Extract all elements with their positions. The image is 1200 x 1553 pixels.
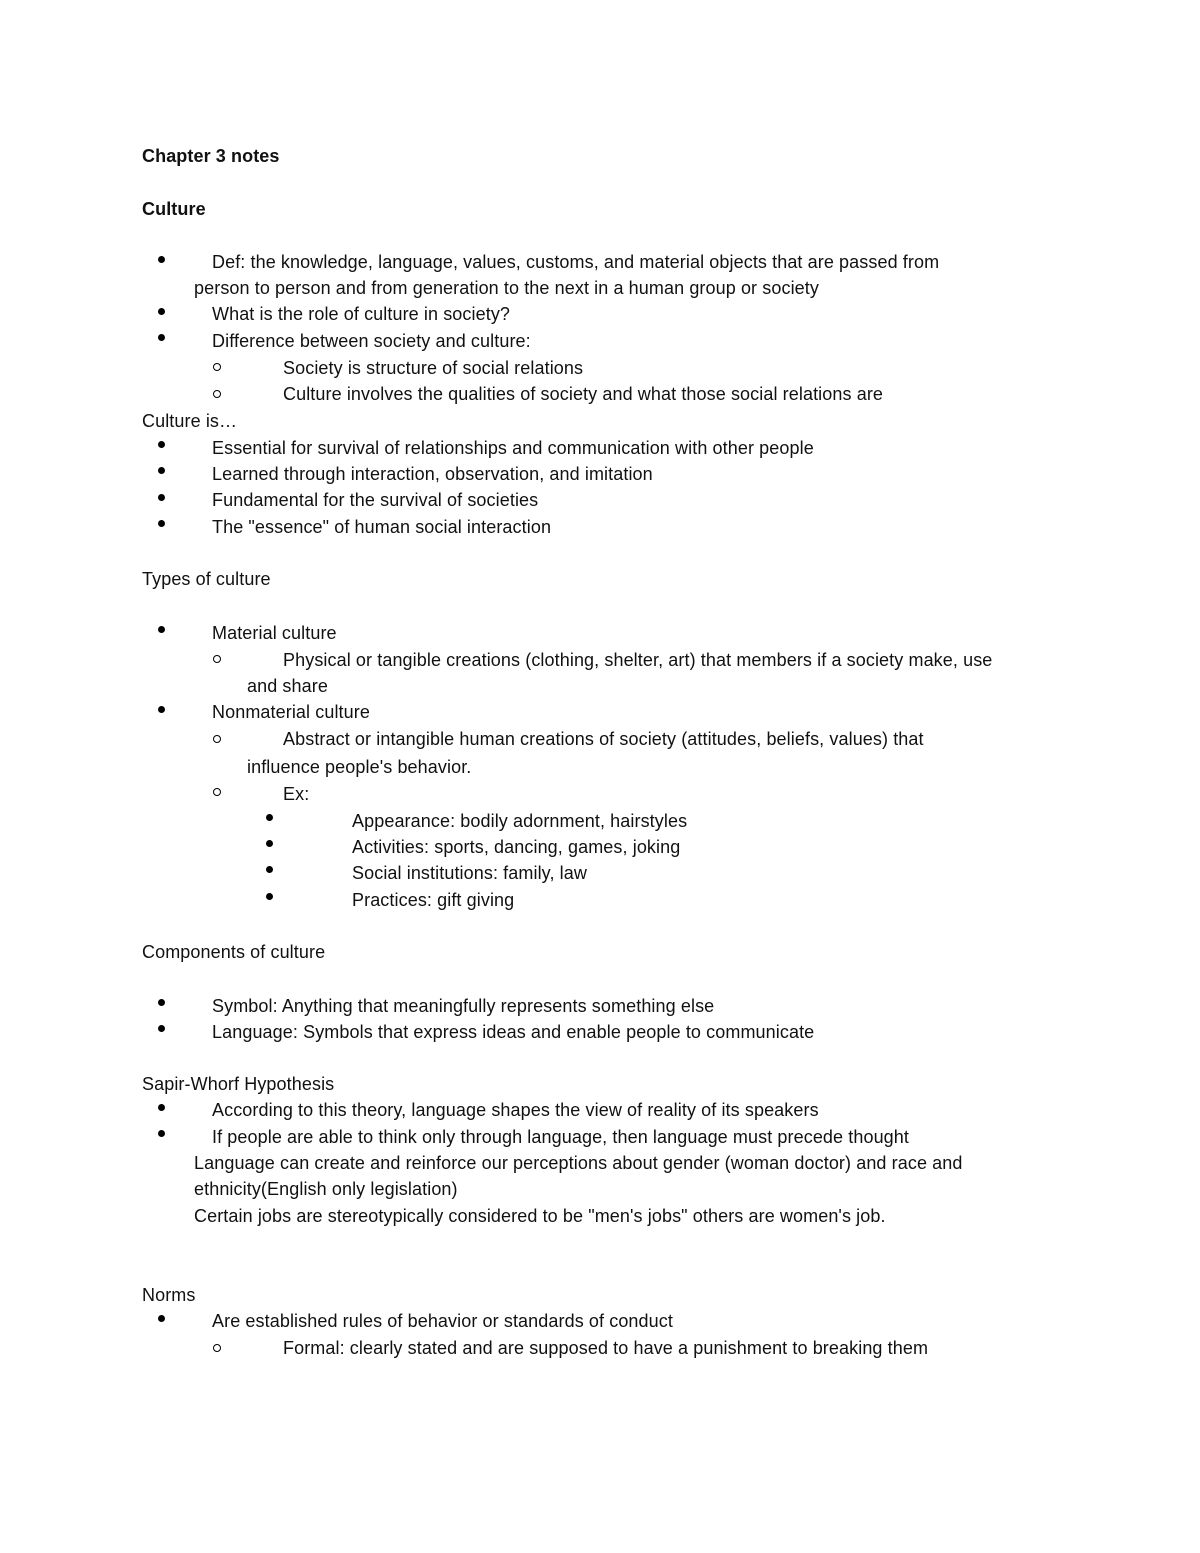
bullet-icon: [266, 893, 273, 900]
bullet-icon: [158, 706, 165, 713]
section-heading-norms: Norms: [142, 1285, 196, 1305]
section-subheading: Culture is…: [142, 411, 238, 431]
bullet-icon: [266, 840, 273, 847]
section-heading-culture: Culture: [142, 199, 206, 219]
bullet-icon: [158, 626, 165, 633]
list-item: Nonmaterial culture: [212, 702, 370, 722]
list-item: According to this theory, language shapes the view of reality of its speakers: [212, 1100, 819, 1120]
list-item: Symbol: Anything that meaningfully represents something else: [212, 996, 715, 1016]
sub-list-item: Abstract or intangible human creations of society (attitudes, beliefs, values) that: [283, 729, 924, 749]
list-item: Essential for survival of relationships and communication with other people: [212, 438, 814, 458]
list-item: The "essence" of human social interaction: [212, 517, 552, 537]
sub-list-item: Culture involves the qualities of society and what those social relations are: [283, 384, 884, 404]
section-heading-sapir-whorf: Sapir-Whorf Hypothesis: [142, 1074, 335, 1094]
sub-list-item: Ex:: [283, 784, 310, 804]
page-title: Chapter 3 notes: [142, 146, 280, 166]
bullet-icon: [158, 1025, 165, 1032]
list-item: Material culture: [212, 623, 337, 643]
bullet-icon: [158, 467, 165, 474]
bullet-icon: [158, 999, 165, 1006]
bullet-icon: [158, 1130, 165, 1137]
bullet-icon: [158, 256, 165, 263]
list-item: If people are able to think only through language, then language must precede thought: [212, 1127, 910, 1147]
list-item: What is the role of culture in society?: [212, 304, 511, 324]
bullet-icon: [158, 1315, 165, 1322]
section-heading-components: Components of culture: [142, 942, 326, 962]
nested-list-item: Social institutions: family, law: [352, 863, 587, 883]
sub-bullet-icon: [213, 390, 221, 398]
sub-bullet-icon: [213, 363, 221, 371]
sub-list-item-continuation: influence people's behavior.: [247, 757, 472, 777]
paragraph-line: Language can create and reinforce our perceptions about gender (woman doctor) and race and: [194, 1153, 963, 1173]
list-item-continuation: person to person and from generation to the next in a human group or society: [194, 278, 819, 298]
bullet-icon: [158, 308, 165, 315]
bullet-icon: [158, 494, 165, 501]
sub-bullet-icon: [213, 735, 221, 743]
list-item: Fundamental for the survival of societies: [212, 490, 539, 510]
list-item: Learned through interaction, observation, and imitation: [212, 464, 653, 484]
bullet-icon: [158, 441, 165, 448]
bullet-icon: [158, 520, 165, 527]
list-item: Difference between society and culture:: [212, 331, 531, 351]
sub-list-item-continuation: and share: [247, 676, 328, 696]
section-heading-types: Types of culture: [142, 569, 271, 589]
nested-list-item: Practices: gift giving: [352, 890, 515, 910]
sub-bullet-icon: [213, 1344, 221, 1352]
nested-list-item: Activities: sports, dancing, games, joking: [352, 837, 681, 857]
list-item: Language: Symbols that express ideas and enable people to communicate: [212, 1022, 815, 1042]
bullet-icon: [158, 334, 165, 341]
list-item: Are established rules of behavior or standards of conduct: [212, 1311, 673, 1331]
list-item: Def: the knowledge, language, values, customs, and material objects that are passed from: [212, 252, 940, 272]
bullet-icon: [266, 814, 273, 821]
bullet-icon: [158, 1104, 165, 1111]
sub-bullet-icon: [213, 655, 221, 663]
paragraph-line: ethnicity(English only legislation): [194, 1179, 458, 1199]
sub-bullet-icon: [213, 788, 221, 796]
bullet-icon: [266, 866, 273, 873]
sub-list-item: Society is structure of social relations: [283, 358, 584, 378]
sub-list-item: Physical or tangible creations (clothing, shelter, art) that members if a society make, use: [283, 650, 993, 670]
sub-list-item: Formal: clearly stated and are supposed to have a punishment to breaking them: [283, 1338, 929, 1358]
paragraph-line: Certain jobs are stereotypically considered to be "men's jobs" others are women's job.: [194, 1206, 886, 1226]
nested-list-item: Appearance: bodily adornment, hairstyles: [352, 811, 688, 831]
